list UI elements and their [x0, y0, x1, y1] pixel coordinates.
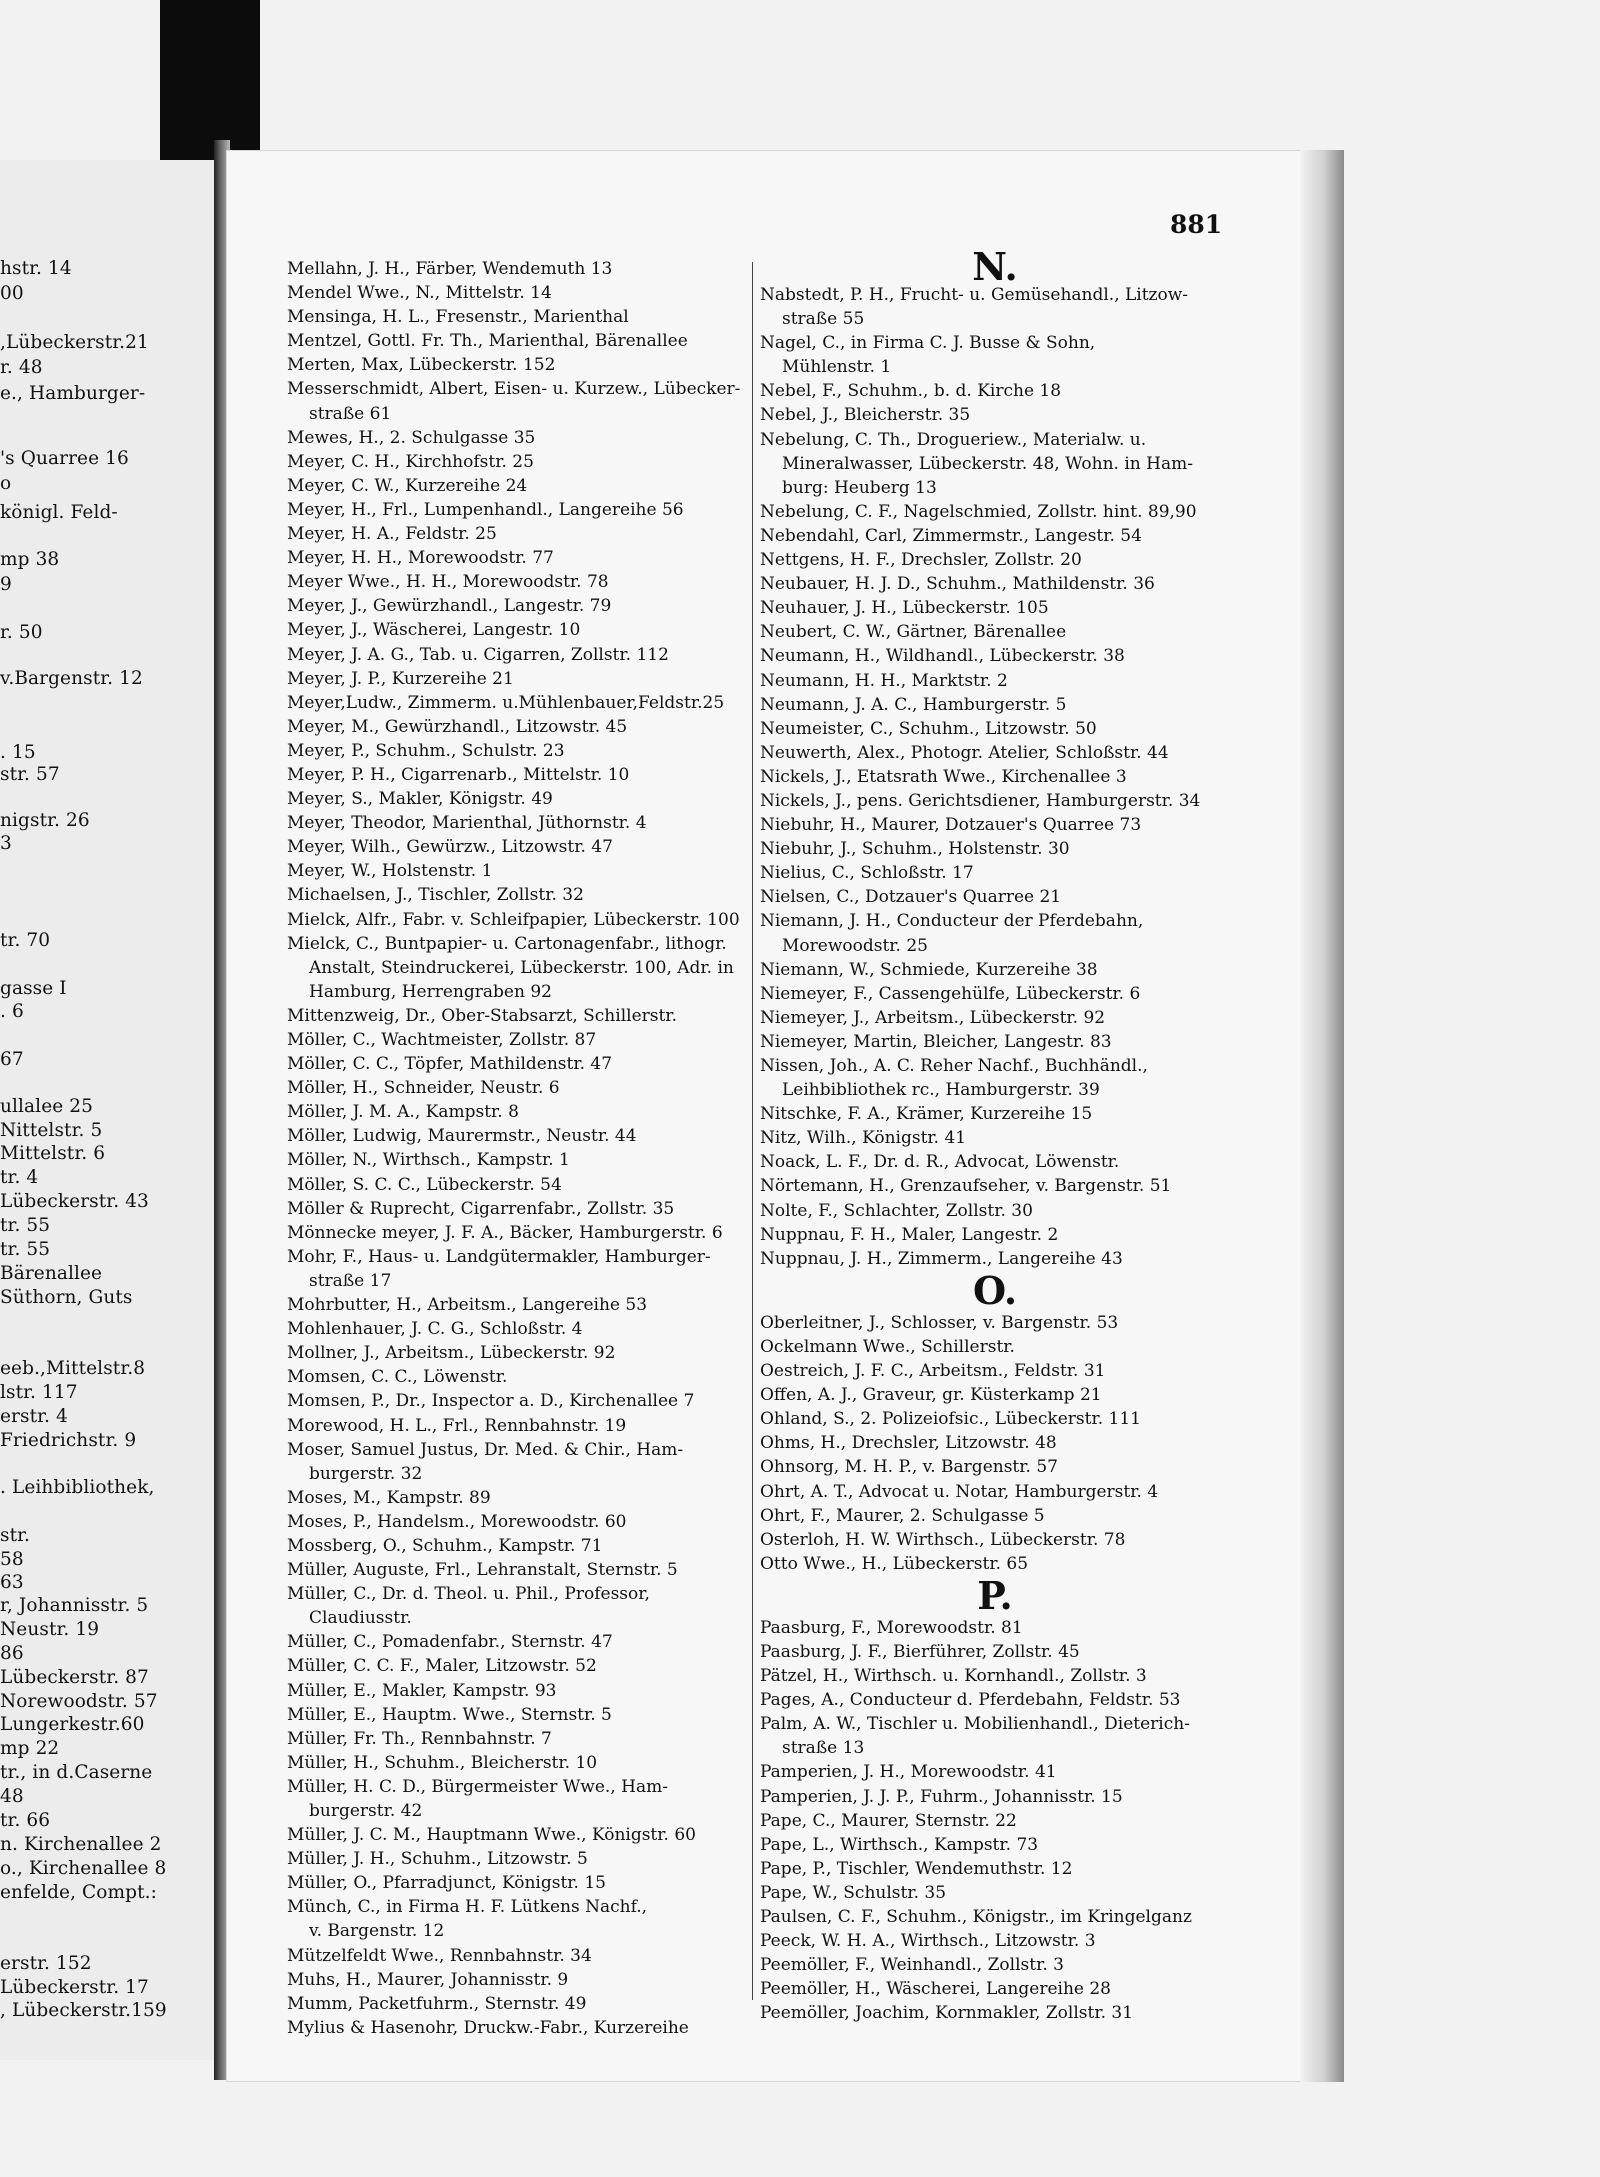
directory-entry: Meyer, Wilh., Gewürzw., Litzowstr. 47: [287, 837, 613, 858]
left-page-line: . 6: [0, 1001, 24, 1022]
directory-entry: Müller, E., Hauptm. Wwe., Sternstr. 5: [287, 1704, 612, 1725]
directory-entry-continuation: Anstalt, Steindruckerei, Lübeckerstr. 100, Adr. in: [309, 957, 734, 978]
left-page-line: . Leihbibliothek,: [0, 1477, 155, 1498]
directory-entry: Mylius & Hasenohr, Druckw.-Fabr., Kurzereihe: [287, 2017, 689, 2038]
left-page-line: r, Johannisstr. 5: [0, 1595, 149, 1616]
directory-entry: Meyer, C. H., Kirchhofstr. 25: [287, 451, 534, 472]
left-page-line: 67: [0, 1049, 24, 1070]
directory-entry: Meyer, M., Gewürzhandl., Litzowstr. 45: [287, 716, 628, 737]
left-page-line: r. 48: [0, 357, 43, 378]
directory-entry: Nuppnau, J. H., Zimmerm., Langereihe 43: [760, 1248, 1123, 1269]
left-page-line: 58: [0, 1549, 24, 1570]
directory-entry: Pape, W., Schulstr. 35: [760, 1882, 947, 1903]
directory-entry: Offen, A. J., Graveur, gr. Küsterkamp 21: [760, 1385, 1102, 1406]
left-page-line: 63: [0, 1572, 24, 1593]
directory-entry: Meyer, C. W., Kurzereihe 24: [287, 475, 528, 496]
left-page-line: enfelde, Compt.:: [0, 1882, 157, 1903]
directory-entry: Meyer, W., Holstenstr. 1: [287, 861, 493, 882]
column-divider: [752, 262, 753, 2000]
directory-entry: Palm, A. W., Tischler u. Mobilienhandl., Dieterich-: [760, 1714, 1190, 1735]
directory-entry: Neuwerth, Alex., Photogr. Atelier, Schloßstr. 44: [760, 742, 1169, 763]
directory-entry: Ohrt, F., Maurer, 2. Schulgasse 5: [760, 1505, 1045, 1526]
left-page-line: tr. 66: [0, 1810, 51, 1831]
directory-entry: Moser, Samuel Justus, Dr. Med. & Chir., Ham-: [287, 1439, 684, 1460]
directory-entry: Mönnecke meyer, J. F. A., Bäcker, Hamburgerstr. 6: [287, 1222, 723, 1243]
left-page-line: 9: [0, 574, 12, 595]
directory-entry: Nagel, C., in Firma C. J. Busse & Sohn,: [760, 333, 1096, 354]
directory-entry: Nissen, Joh., A. C. Reher Nachf., Buchhändl.,: [760, 1056, 1148, 1076]
directory-entry-continuation: Claudiusstr.: [309, 1608, 412, 1629]
left-page-line: tr. 70: [0, 930, 51, 951]
directory-entry: Paasburg, F., Morewoodstr. 81: [760, 1617, 1023, 1638]
directory-entry: Ohnsorg, M. H. P., v. Bargenstr. 57: [760, 1457, 1058, 1478]
section-letter: O.: [972, 1267, 1018, 1313]
directory-entry: Neuhauer, J. H., Lübeckerstr. 105: [760, 598, 1049, 619]
directory-entry: Mollner, J., Arbeitsm., Lübeckerstr. 92: [287, 1343, 616, 1364]
directory-entry: Möller, J. M. A., Kampstr. 8: [287, 1102, 519, 1123]
left-page-line: , Lübeckerstr.159: [0, 2000, 167, 2021]
directory-entry: Müller, H. C. D., Bürgermeister Wwe., Ham-: [287, 1776, 668, 1797]
directory-entry: Nörtemann, H., Grenzaufseher, v. Bargenstr. 51: [760, 1176, 1172, 1197]
directory-entry: Pape, C., Maurer, Sternstr. 22: [760, 1810, 1017, 1831]
directory-entry: Moses, P., Handelsm., Morewoodstr. 60: [287, 1511, 627, 1532]
left-page-line: e., Hamburger-: [0, 383, 146, 404]
directory-entry: Mossberg, O., Schuhm., Kampstr. 71: [287, 1535, 603, 1556]
directory-entry: Meyer, H. H., Morewoodstr. 77: [287, 548, 554, 569]
directory-entry: Nebelung, C. Th., Drogueriew., Materialw. u.: [760, 429, 1147, 450]
left-page-line: Lübeckerstr. 43: [0, 1191, 149, 1212]
directory-entry: Michaelsen, J., Tischler, Zollstr. 32: [287, 885, 584, 906]
directory-entry: Mewes, H., 2. Schulgasse 35: [287, 427, 536, 448]
directory-entry: Oestreich, J. F. C., Arbeitsm., Feldstr. 31: [760, 1361, 1106, 1382]
left-page-line: Neustr. 19: [0, 1619, 100, 1640]
directory-entry-continuation: burgerstr. 42: [309, 1801, 423, 1821]
left-page-line: . 15: [0, 742, 36, 763]
directory-entry-continuation: straße 61: [309, 403, 392, 424]
directory-entry: Meyer, J., Gewürzhandl., Langestr. 79: [287, 596, 612, 617]
directory-entry: Oberleitner, J., Schlosser, v. Bargenstr. 53: [760, 1312, 1119, 1333]
left-page-line: o: [0, 473, 12, 494]
left-page-line: Norewoodstr. 57: [0, 1691, 158, 1712]
directory-entry: Möller, S. C. C., Lübeckerstr. 54: [287, 1174, 562, 1195]
directory-entry: Neumann, H. H., Marktstr. 2: [760, 670, 1008, 691]
book-spine: [160, 0, 260, 165]
left-page-line: tr. 55: [0, 1239, 51, 1260]
directory-entry: Meyer,Ludw., Zimmerm. u.Mühlenbauer,Feldstr.25: [287, 692, 725, 713]
left-page-line: ullalee 25: [0, 1096, 94, 1117]
directory-entry: Muhs, H., Maurer, Johannisstr. 9: [287, 1969, 569, 1990]
left-page-line: gasse I: [0, 978, 67, 999]
right-column: [760, 244, 1230, 2025]
directory-entry: Moses, M., Kampstr. 89: [287, 1487, 491, 1508]
directory-entry: Messerschmidt, Albert, Eisen- u. Kurzew., Lübecker-: [287, 379, 741, 400]
directory-entry-continuation: straße 55: [782, 309, 865, 330]
directory-entry: Müller, H., Schuhm., Bleicherstr. 10: [287, 1752, 598, 1773]
directory-entry: Pätzel, H., Wirthsch. u. Kornhandl., Zollstr. 3: [760, 1666, 1147, 1687]
directory-entry: Neubauer, H. J. D., Schuhm., Mathildenstr. 36: [760, 574, 1155, 595]
directory-entry: Nitz, Wilh., Königstr. 41: [760, 1128, 967, 1149]
directory-entry: Meyer, Theodor, Marienthal, Jüthornstr. 4: [287, 813, 647, 834]
directory-entry: Momsen, P., Dr., Inspector a. D., Kirchenallee 7: [287, 1391, 695, 1412]
section-letter: P.: [977, 1572, 1013, 1618]
left-page-line: 48: [0, 1786, 24, 1807]
directory-entry-continuation: Mühlenstr. 1: [782, 357, 892, 378]
directory-entry: Peemöller, H., Wäscherei, Langereihe 28: [760, 1979, 1111, 2000]
directory-entry: Merten, Max, Lübeckerstr. 152: [287, 355, 556, 376]
directory-entry: Müller, C. C. F., Maler, Litzowstr. 52: [287, 1656, 597, 1677]
left-page-line: lstr. 117: [0, 1382, 78, 1403]
directory-entry: Nuppnau, F. H., Maler, Langestr. 2: [760, 1224, 1059, 1245]
left-page-line: Nittelstr. 5: [0, 1120, 103, 1141]
directory-entry: Momsen, C. C., Löwenstr.: [287, 1367, 508, 1388]
directory-entry: Mittenzweig, Dr., Ober-Stabsarzt, Schillerstr.: [287, 1005, 677, 1026]
directory-entry: Mielck, Alfr., Fabr. v. Schleifpapier, Lübeckerstr. 100: [287, 909, 740, 930]
left-page-line: 3: [0, 833, 12, 854]
left-page-line: tr. 55: [0, 1215, 51, 1236]
left-page-line: Süthorn, Guts: [0, 1287, 133, 1308]
directory-entry: Niemeyer, J., Arbeitsm., Lübeckerstr. 92: [760, 1007, 1106, 1028]
directory-entry: Nettgens, H. F., Drechsler, Zollstr. 20: [760, 550, 1082, 571]
directory-entry: Ockelmann Wwe., Schillerstr.: [760, 1336, 1015, 1357]
directory-entry: Möller, C. C., Töpfer, Mathildenstr. 47: [287, 1054, 613, 1075]
directory-entry: Müller, Fr. Th., Rennbahnstr. 7: [287, 1728, 552, 1749]
directory-entry: Nitschke, F. A., Krämer, Kurzereihe 15: [760, 1104, 1093, 1125]
directory-entry-continuation: burg: Heuberg 13: [782, 477, 937, 498]
directory-entry: Niebuhr, J., Schuhm., Holstenstr. 30: [760, 839, 1070, 860]
left-page-line: str. 57: [0, 764, 60, 785]
directory-entry: Neubert, C. W., Gärtner, Bärenallee: [760, 622, 1067, 643]
directory-entry: Nickels, J., Etatsrath Wwe., Kirchenallee 3: [760, 766, 1127, 787]
directory-entry: Möller, C., Wachtmeister, Zollstr. 87: [287, 1030, 597, 1050]
left-page-line: erstr. 152: [0, 1953, 92, 1974]
left-page-line: Bärenallee: [0, 1263, 103, 1284]
directory-entry: Neumann, H., Wildhandl., Lübeckerstr. 38: [760, 646, 1125, 667]
directory-entry: Nielsen, C., Dotzauer's Quarree 21: [760, 887, 1062, 908]
directory-entry: Meyer, S., Makler, Königstr. 49: [287, 789, 553, 810]
left-page-line: erstr. 4: [0, 1406, 68, 1427]
directory-entry: Niemann, W., Schmiede, Kurzereihe 38: [760, 959, 1098, 980]
directory-entry: Mumm, Packetfuhrm., Sternstr. 49: [287, 1993, 587, 2014]
directory-entry: Nielius, C., Schloßstr. 17: [760, 863, 974, 884]
directory-entry-continuation: Hamburg, Herrengraben 92: [309, 981, 552, 1002]
left-page-line: o., Kirchenallee 8: [0, 1858, 167, 1879]
directory-entry: Meyer, P. H., Cigarrenarb., Mittelstr. 10: [287, 764, 630, 785]
left-page-line: Lübeckerstr. 87: [0, 1667, 149, 1688]
directory-entry: Mellahn, J. H., Färber, Wendemuth 13: [287, 259, 613, 279]
directory-entry: Nebel, F., Schuhm., b. d. Kirche 18: [760, 381, 1062, 402]
directory-entry: Müller, J. C. M., Hauptmann Wwe., Königstr. 60: [287, 1825, 696, 1846]
left-page-line: tr., in d.Caserne: [0, 1762, 153, 1783]
directory-entry: Nickels, J., pens. Gerichtsdiener, Hamburgerstr. 34: [760, 790, 1201, 811]
left-page-line: Lungerkestr.60: [0, 1714, 145, 1735]
directory-entry: Nebel, J., Bleicherstr. 35: [760, 405, 971, 426]
left-page-line: 's Quarree 16: [0, 448, 129, 469]
directory-entry: Niebuhr, H., Maurer, Dotzauer's Quarree 73: [760, 815, 1142, 836]
directory-entry: Münch, C., in Firma H. F. Lütkens Nachf.,: [287, 1897, 648, 1918]
directory-entry: Neumeister, C., Schuhm., Litzowstr. 50: [760, 718, 1097, 739]
left-page-line: r. 50: [0, 622, 43, 643]
directory-entry-continuation: Leihbibliothek rc., Hamburgerstr. 39: [782, 1080, 1100, 1101]
left-page-line: Mittelstr. 6: [0, 1143, 106, 1164]
directory-entry: Ohms, H., Drechsler, Litzowstr. 48: [760, 1433, 1057, 1454]
directory-entry: Nebelung, C. F., Nagelschmied, Zollstr. hint. 89,90: [760, 501, 1197, 522]
left-page-line: ,Lübeckerstr.21: [0, 332, 149, 353]
directory-entry: Peemöller, F., Weinhandl., Zollstr. 3: [760, 1955, 1064, 1976]
directory-entry-continuation: straße 17: [309, 1270, 392, 1291]
left-page-line: str.: [0, 1525, 31, 1546]
directory-entry: Meyer, H. A., Feldstr. 25: [287, 524, 497, 545]
directory-entry: Mendel Wwe., N., Mittelstr. 14: [287, 283, 552, 304]
left-page-line: 00: [0, 283, 24, 304]
directory-entry: Müller, C., Pomadenfabr., Sternstr. 47: [287, 1632, 613, 1653]
directory-entry: Niemeyer, Martin, Bleicher, Langestr. 83: [760, 1031, 1112, 1052]
page-edge-shadow: [1300, 150, 1344, 2082]
directory-entry-continuation: Mineralwasser, Lübeckerstr. 48, Wohn. in Ham-: [782, 453, 1193, 474]
directory-entry: Möller, N., Wirthsch., Kampstr. 1: [287, 1150, 570, 1171]
directory-entry: Müller, E., Makler, Kampstr. 93: [287, 1680, 557, 1701]
directory-entry: Müller, C., Dr. d. Theol. u. Phil., Professor,: [287, 1584, 650, 1605]
directory-entry: Nabstedt, P. H., Frucht- u. Gemüsehandl., Litzow-: [760, 285, 1189, 305]
directory-entry: Müller, Auguste, Frl., Lehranstalt, Sternstr. 5: [287, 1560, 678, 1581]
directory-entry: Meyer, H., Frl., Lumpenhandl., Langereihe 56: [287, 499, 684, 520]
directory-entry: Osterloh, H. W. Wirthsch., Lübeckerstr. 78: [760, 1529, 1126, 1550]
directory-entry: Niemann, J. H., Conducteur der Pferdebahn,: [760, 911, 1144, 932]
directory-entry: Pape, L., Wirthsch., Kampstr. 73: [760, 1834, 1039, 1855]
directory-entry: Möller & Ruprecht, Cigarrenfabr., Zollstr. 35: [287, 1198, 675, 1219]
directory-entry: Pamperien, J. H., Morewoodstr. 41: [760, 1762, 1057, 1783]
directory-entry: Mohr, F., Haus- u. Landgütermakler, Hamburger-: [287, 1246, 711, 1267]
left-page-line: n. Kirchenallee 2: [0, 1834, 162, 1855]
directory-entry: Mensinga, H. L., Fresenstr., Marienthal: [287, 307, 629, 328]
left-page-line: tr. 4: [0, 1167, 39, 1188]
directory-entry: Mützelfeldt Wwe., Rennbahnstr. 34: [287, 1945, 592, 1966]
directory-entry: Mohrbutter, H., Arbeitsm., Langereihe 53: [287, 1295, 648, 1316]
directory-entry: Nebendahl, Carl, Zimmermstr., Langestr. 54: [760, 525, 1142, 546]
directory-entry: Neumann, J. A. C., Hamburgerstr. 5: [760, 694, 1067, 715]
directory-entry: Paasburg, J. F., Bierführer, Zollstr. 45: [760, 1641, 1080, 1662]
directory-entry-continuation: Morewoodstr. 25: [782, 935, 928, 956]
left-page-line: königl. Feld-: [0, 502, 118, 523]
directory-entry: Pages, A., Conducteur d. Pferdebahn, Feldstr. 53: [760, 1690, 1181, 1711]
left-page-line: Lübeckerstr. 17: [0, 1977, 149, 1998]
directory-entry: Meyer, J. P., Kurzereihe 21: [287, 668, 514, 689]
directory-entry: Meyer, J. A. G., Tab. u. Cigarren, Zollstr. 112: [287, 644, 669, 665]
left-page-line: mp 22: [0, 1738, 60, 1759]
directory-entry: Ohland, S., 2. Polizeiofsic., Lübeckerstr. 111: [760, 1409, 1141, 1430]
left-column: [287, 257, 750, 2040]
left-page-line: v.Bargenstr. 12: [0, 668, 143, 689]
directory-entry: Pamperien, J. J. P., Fuhrm., Johannisstr. 15: [760, 1786, 1123, 1807]
directory-entry: Möller, H., Schneider, Neustr. 6: [287, 1078, 560, 1099]
directory-entry: Müller, J. H., Schuhm., Litzowstr. 5: [287, 1849, 588, 1870]
directory-entry: Meyer Wwe., H. H., Morewoodstr. 78: [287, 572, 609, 593]
directory-entry: Mentzel, Gottl. Fr. Th., Marienthal, Bärenallee: [287, 331, 688, 352]
directory-entry: Möller, Ludwig, Maurermstr., Neustr. 44: [287, 1126, 637, 1147]
directory-entry: Mohlenhauer, J. C. G., Schloßstr. 4: [287, 1319, 583, 1340]
directory-entry-continuation: v. Bargenstr. 12: [309, 1921, 445, 1942]
left-page-line: 86: [0, 1643, 24, 1664]
directory-entry: Meyer, P., Schuhm., Schulstr. 23: [287, 740, 565, 761]
left-page-fragment: [0, 160, 223, 2060]
left-page-line: eeb.,Mittelstr.8: [0, 1358, 146, 1379]
left-page-line: hstr. 14: [0, 258, 72, 279]
directory-entry: Noack, L. F., Dr. d. R., Advocat, Löwenstr.: [760, 1152, 1120, 1173]
directory-entry: Niemeyer, F., Cassengehülfe, Lübeckerstr. 6: [760, 983, 1141, 1004]
directory-entry: Müller, O., Pfarradjunct, Königstr. 15: [287, 1873, 606, 1894]
left-page-line: Friedrichstr. 9: [0, 1430, 137, 1451]
directory-entry: Morewood, H. L., Frl., Rennbahnstr. 19: [287, 1415, 627, 1436]
directory-entry: Ohrt, A. T., Advocat u. Notar, Hamburgerstr. 4: [760, 1481, 1159, 1502]
directory-entry-continuation: burgerstr. 32: [309, 1463, 423, 1484]
directory-entry-continuation: straße 13: [782, 1738, 865, 1759]
directory-entry: Mielck, C., Buntpapier- u. Cartonagenfabr., lithogr.: [287, 933, 727, 954]
directory-entry: Pape, P., Tischler, Wendemuthstr. 12: [760, 1858, 1073, 1879]
directory-entry: Meyer, J., Wäscherei, Langestr. 10: [287, 620, 581, 641]
section-letter: N.: [972, 244, 1018, 289]
directory-entry: Paulsen, C. F., Schuhm., Königstr., im Kringelganz: [760, 1907, 1192, 1927]
left-page-line: nigstr. 26: [0, 810, 90, 831]
directory-entry: Peeck, W. H. A., Wirthsch., Litzowstr. 3: [760, 1931, 1096, 1952]
left-page-line: mp 38: [0, 549, 60, 570]
directory-entry: Peemöller, Joachim, Kornmakler, Zollstr. 31: [760, 2003, 1134, 2024]
page-number: 881: [1170, 210, 1223, 239]
directory-entry: Otto Wwe., H., Lübeckerstr. 65: [760, 1553, 1029, 1574]
directory-entry: Nolte, F., Schlachter, Zollstr. 30: [760, 1200, 1033, 1221]
